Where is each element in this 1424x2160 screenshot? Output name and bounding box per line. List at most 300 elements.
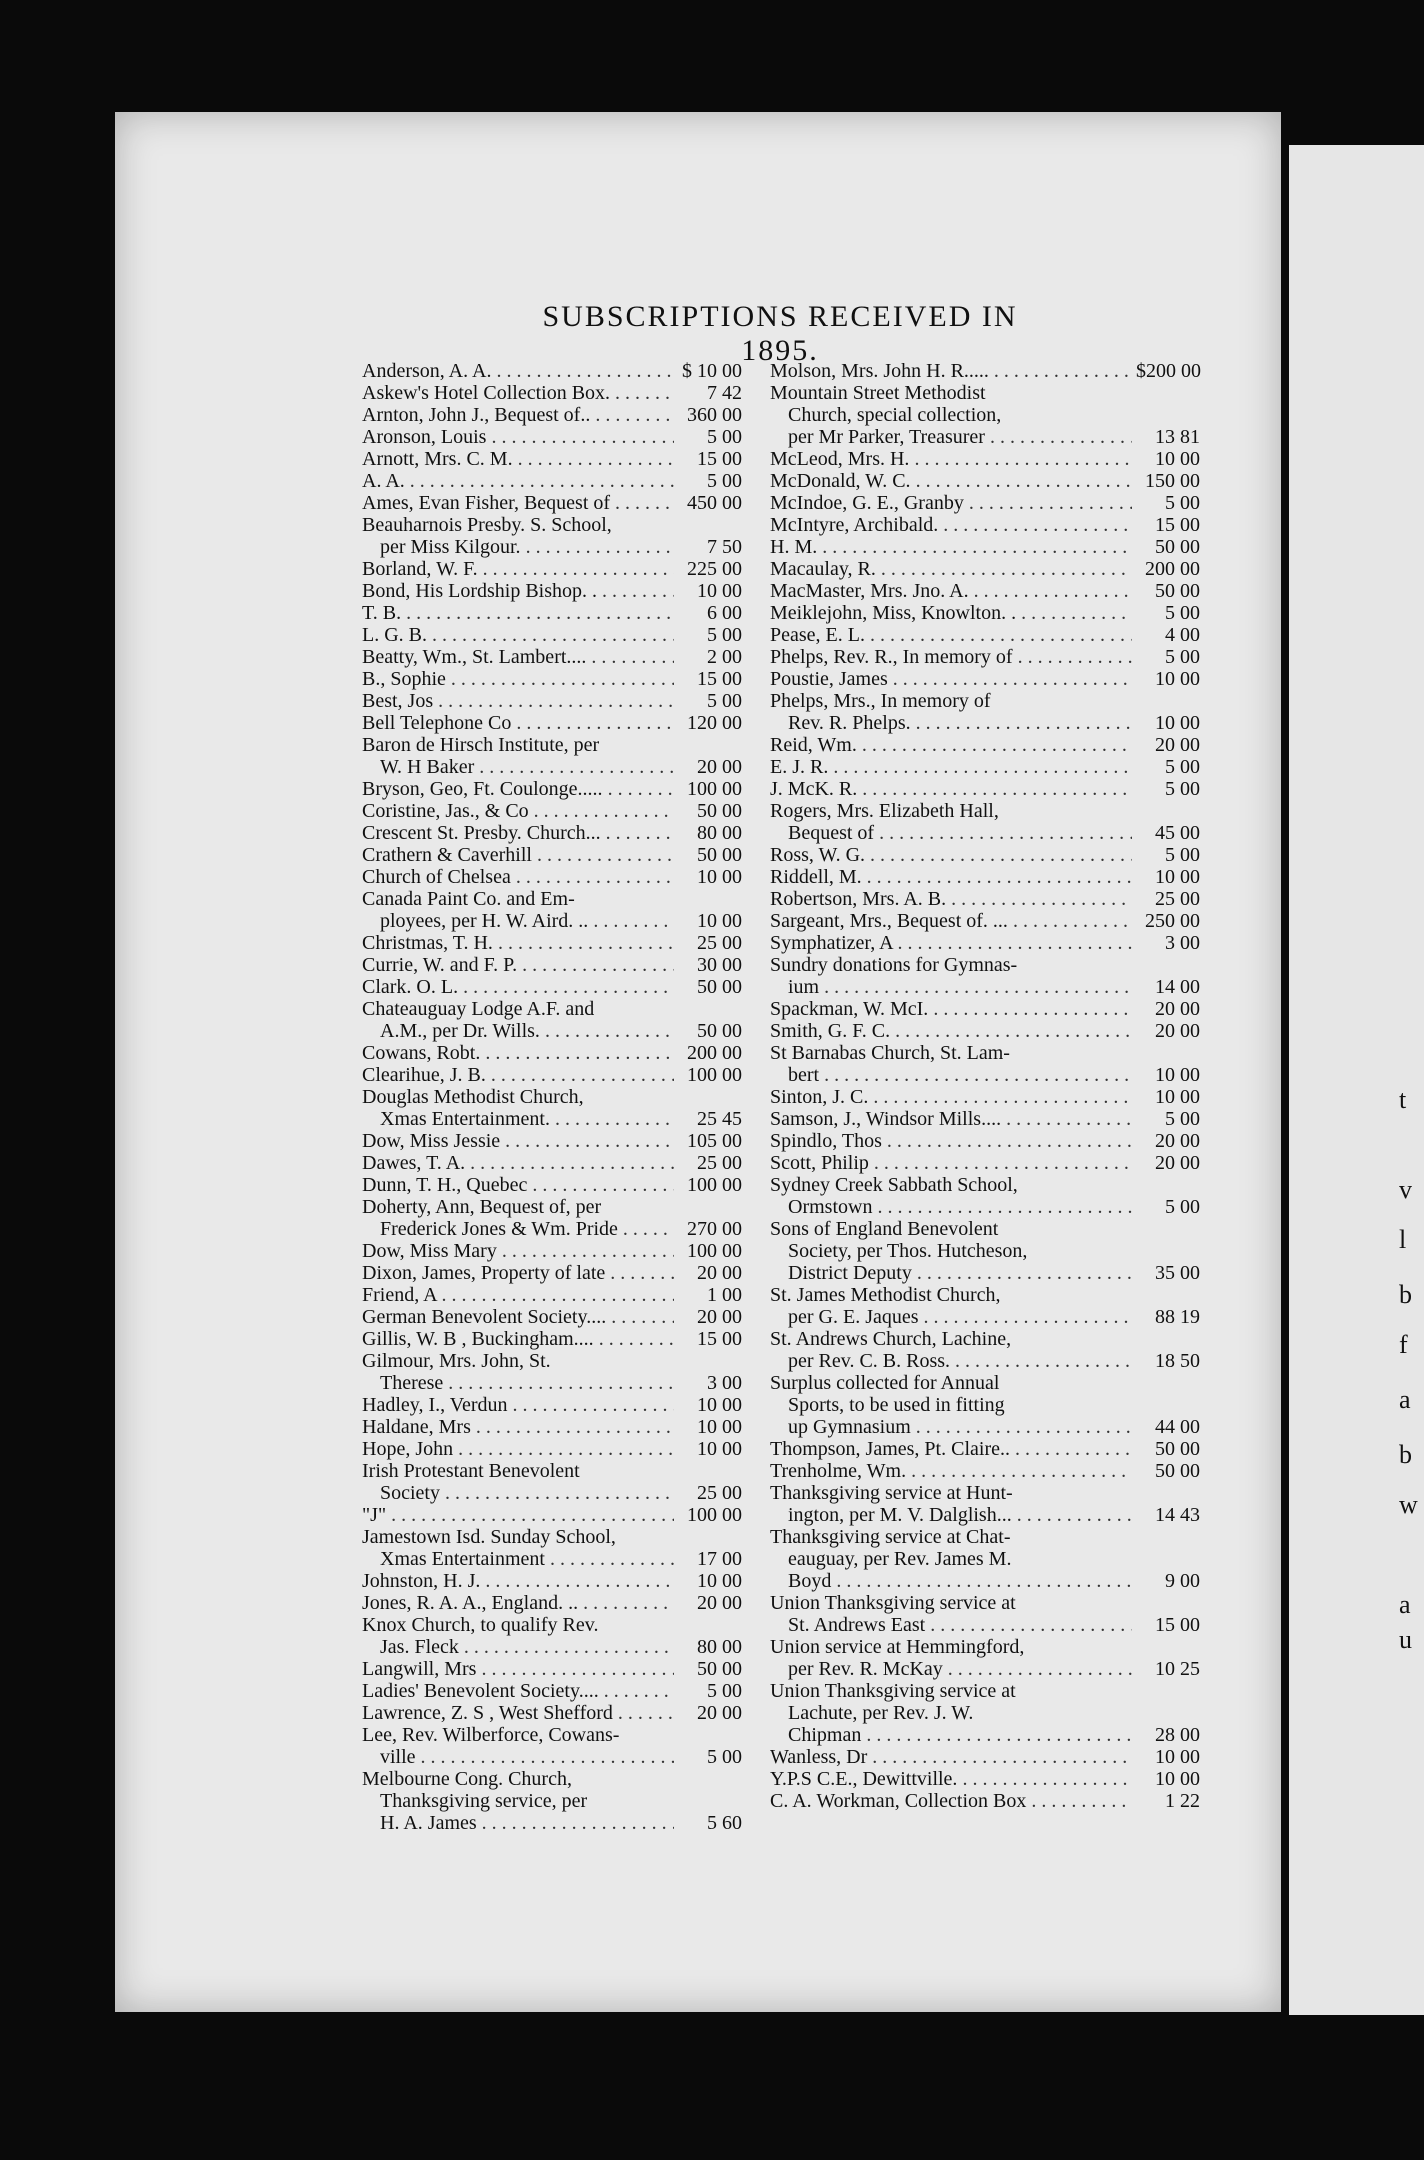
subscription-amount: 50 00 [697,844,742,866]
subscription-amount: $ 10 00 [682,360,742,382]
subscriber-name: J. McK. R. . . . [770,778,1132,800]
subscriber-name: Gillis, W. B , Buckingham.... . . . [362,1328,674,1350]
subscription-entry [362,954,742,976]
subscriber-name: Therese . . . [362,1372,674,1394]
subscription-entry [362,1372,742,1394]
subscriber-name: Langwill, Mrs . . . [362,1658,674,1680]
subscription-entry [770,360,1200,382]
subscription-amount: 250 00 [1145,910,1200,932]
subscription-entry [770,1724,1200,1746]
subscription-amount: 10 00 [1155,448,1200,470]
subscription-amount: 20 00 [1155,734,1200,756]
subscription-entry [770,910,1200,932]
subscriber-name: Currie, W. and F. P. . . . [362,954,674,976]
subscriber-name: Ross, W. G. . . . [770,844,1132,866]
subscription-amount: 15 00 [697,1328,742,1350]
subscription-entry [770,1130,1200,1152]
subscription-amount: 20 00 [1155,1020,1200,1042]
subscriber-name: Clearihue, J. B. . . . [362,1064,674,1086]
facing-page-text-fragment: b [1399,1280,1412,1309]
facing-page-text-fragment: f [1399,1330,1408,1359]
subscription-entry [770,492,1200,514]
subscription-amount: 15 00 [697,448,742,470]
subscriber-name: Hadley, I., Verdun . . . [362,1394,674,1416]
subscriber-name: Samson, J., Windsor Mills.... . . . [770,1108,1132,1130]
subscriber-name: ville . . . [362,1746,674,1768]
subscription-entry [770,624,1200,646]
subscription-entry [362,382,742,404]
subscription-entry-text: Union service at Hemmingford, [770,1636,1025,1658]
subscription-entry [362,558,742,580]
subscription-entry [770,1570,1200,1592]
subscriber-name: Ladies' Benevolent Society.... . . . [362,1680,674,1702]
subscription-amount: 20 00 [1155,1130,1200,1152]
subscriber-name: per Rev. R. McKay . . . [770,1658,1132,1680]
subscription-amount: 20 00 [1155,998,1200,1020]
subscription-entry [770,536,1200,558]
subscription-amount: 5 00 [1165,602,1200,624]
subscriber-name: Dixon, James, Property of late . . . [362,1262,674,1284]
subscription-entry [362,1658,742,1680]
subscription-entry [362,1130,742,1152]
subscriber-name: A. A. . . . [362,470,674,492]
subscription-entry [362,448,742,470]
subscriber-name: Ames, Evan Fisher, Bequest of . . . [362,492,674,514]
subscription-entry [362,1548,742,1570]
subscriber-name: Spackman, W. McI. . . . [770,998,1132,1020]
subscription-entry [770,668,1200,690]
subscription-entry-text: Knox Church, to qualify Rev. [362,1614,599,1636]
subscriber-name: Coristine, Jas., & Co . . . [362,800,674,822]
subscription-amount: 50 00 [697,1658,742,1680]
subscription-entry [362,1746,742,1768]
subscriber-name: L. G. B. . . . [362,624,674,646]
subscriber-name: ington, per M. V. Dalglish... . . . [770,1504,1132,1526]
subscription-entry [362,1020,742,1042]
subscriber-name: Friend, A . . . [362,1284,674,1306]
subscription-entry-text: Thanksgiving service, per [380,1790,588,1812]
subscription-entry [770,1086,1200,1108]
subscription-entry [362,492,742,514]
subscription-amount: 50 00 [1155,580,1200,602]
subscription-amount: 50 00 [697,800,742,822]
subscription-entry [362,1636,742,1658]
subscriber-name: Bell Telephone Co . . . [362,712,674,734]
subscriber-name: W. H Baker . . . [362,756,674,778]
facing-page-text-fragment: t [1399,1085,1407,1114]
subscription-amount: 105 00 [687,1130,742,1152]
subscriber-name: Christmas, T. H. . . . [362,932,674,954]
subscription-entry-text: Sons of England Benevolent [770,1218,999,1240]
subscription-amount: 14 00 [1155,976,1200,998]
subscription-entry-text: Union Thanksgiving service at [770,1592,1016,1614]
subscription-entry [362,1284,742,1306]
subscription-entry [770,602,1200,624]
subscription-amount: 25 45 [697,1108,742,1130]
subscription-amount: 100 00 [687,1064,742,1086]
subscription-entry [362,1262,742,1284]
subscription-entry [362,1064,742,1086]
subscriber-name: Sargeant, Mrs., Bequest of. ... . . . [770,910,1132,932]
subscription-amount: 1 22 [1165,1790,1200,1812]
subscription-amount: 10 00 [1155,1746,1200,1768]
subscription-amount: $200 00 [1136,360,1201,382]
subscription-entry [362,1108,742,1130]
subscription-amount: 20 00 [697,1702,742,1724]
subscription-entry-text: Surplus collected for Annual [770,1372,1000,1394]
subscription-entry-text: Thanksgiving service at Hunt- [770,1482,1013,1504]
subscription-entry-text: Douglas Methodist Church, [362,1086,584,1108]
subscription-entry-text: eauguay, per Rev. James M. [788,1548,1012,1570]
subscriber-name: H. M. . . . [770,536,1132,558]
subscription-entry [770,1108,1200,1130]
facing-page-text-fragment: u [1399,1625,1412,1654]
subscription-amount: 10 00 [697,1570,742,1592]
subscription-entry [362,844,742,866]
subscription-amount: 5 00 [707,470,742,492]
subscription-amount: 17 00 [697,1548,742,1570]
subscription-amount: 18 50 [1155,1350,1200,1372]
subscription-entry [770,1262,1200,1284]
subscription-entry [362,1570,742,1592]
subscriber-name: Smith, G. F. C. . . . [770,1020,1132,1042]
subscription-entry [770,1152,1200,1174]
subscription-entry [770,712,1200,734]
subscription-entry [362,426,742,448]
subscription-entry-text: Chateauguay Lodge A.F. and [362,998,595,1020]
subscription-entry-text: Church, special collection, [788,404,1002,426]
subscription-amount: 5 00 [1165,1196,1200,1218]
subscription-amount: 50 00 [1155,536,1200,558]
subscriber-name: Boyd . . . [770,1570,1132,1592]
subscription-entry [362,1812,742,1834]
subscription-entry [362,536,742,558]
subscriber-name: per G. E. Jaques . . . [770,1306,1132,1328]
subscription-amount: 100 00 [687,1240,742,1262]
subscription-entry [770,932,1200,954]
subscriber-name: Ormstown . . . [770,1196,1132,1218]
subscriber-name: E. J. R. . . . [770,756,1132,778]
subscription-entry [770,448,1200,470]
subscription-amount: 25 00 [697,932,742,954]
subscription-entry-text: Gilmour, Mrs. John, St. [362,1350,551,1372]
subscription-entry-text: Jamestown Isd. Sunday School, [362,1526,616,1548]
subscription-entry [362,1702,742,1724]
subscription-amount: 10 00 [697,580,742,602]
subscriber-name: Johnston, H. J. . . . [362,1570,674,1592]
subscription-amount: 5 00 [707,1680,742,1702]
subscription-amount: 20 00 [697,1262,742,1284]
subscription-entry [362,646,742,668]
subscriber-name: Borland, W. F. . . . [362,558,674,580]
subscription-entry [770,888,1200,910]
subscription-entry [362,1680,742,1702]
subscriber-name: Thompson, James, Pt. Claire.. . . . [770,1438,1132,1460]
subscription-entry [770,1790,1200,1812]
subscription-entry [362,1174,742,1196]
subscription-amount: 4 00 [1165,624,1200,646]
subscription-entry [770,1658,1200,1680]
subscriber-name: Dunn, T. H., Quebec . . . [362,1174,674,1196]
subscription-amount: 10 00 [697,1416,742,1438]
subscription-amount: 100 00 [687,1174,742,1196]
subscriber-name: McDonald, W. C. . . . [770,470,1132,492]
subscription-entry-text: Phelps, Mrs., In memory of [770,690,991,712]
subscriber-name: St. Andrews East . . . [770,1614,1132,1636]
subscription-amount: 5 00 [1165,778,1200,800]
subscription-entry-text: Mountain Street Methodist [770,382,986,404]
subscription-entry [770,734,1200,756]
subscription-entry [770,844,1200,866]
subscription-amount: 15 00 [697,668,742,690]
subscription-amount: 10 00 [697,1394,742,1416]
subscription-entry [770,514,1200,536]
subscription-amount: 50 00 [1155,1438,1200,1460]
subscriber-name: Crathern & Caverhill . . . [362,844,674,866]
subscriber-name: Phelps, Rev. R., In memory of . . . [770,646,1132,668]
subscription-entry-text: Irish Protestant Benevolent [362,1460,580,1482]
subscription-amount: 3 00 [1165,932,1200,954]
subscription-entry [362,1328,742,1350]
subscriber-name: Dow, Miss Jessie . . . [362,1130,674,1152]
subscriber-name: Symphatizer, A . . . [770,932,1132,954]
subscription-amount: 25 00 [697,1152,742,1174]
subscription-amount: 88 19 [1155,1306,1200,1328]
subscriber-name: Macaulay, R. . . . [770,558,1132,580]
subscription-entry-text: St. James Methodist Church, [770,1284,1001,1306]
subscription-entry [362,1504,742,1526]
subscriber-name: McLeod, Mrs. H. . . . [770,448,1132,470]
page-title: SUBSCRIPTIONS RECEIVED IN 1895. [542,300,1018,367]
subscriber-name: District Deputy . . . [770,1262,1132,1284]
subscriber-name: Robertson, Mrs. A. B. . . . [770,888,1132,910]
subscription-amount: 5 00 [1165,844,1200,866]
subscription-entry [770,1416,1200,1438]
subscription-amount: 7 42 [707,382,742,404]
facing-page-text-fragment: a [1399,1385,1411,1414]
subscription-entry-text: Sundry donations for Gymnas- [770,954,1018,976]
subscription-entry-text: St. Andrews Church, Lachine, [770,1328,1012,1350]
subscriber-name: Y.P.S C.E., Dewittville. . . . [770,1768,1132,1790]
facing-page-text-fragment: b [1399,1440,1412,1469]
subscription-amount: 45 00 [1155,822,1200,844]
subscriber-name: Haldane, Mrs . . . [362,1416,674,1438]
subscriber-name: Riddell, M. . . . [770,866,1132,888]
subscription-amount: 28 00 [1155,1724,1200,1746]
subscription-amount: 100 00 [687,1504,742,1526]
subscription-entry [770,558,1200,580]
subscription-amount: 14 43 [1155,1504,1200,1526]
subscriber-name: Pease, E. L. . . . [770,624,1132,646]
facing-page-text-fragment: a [1399,1590,1411,1619]
subscription-amount: 270 00 [687,1218,742,1240]
subscription-amount: 200 00 [1145,558,1200,580]
subscription-amount: 20 00 [697,1592,742,1614]
subscriber-name: Meiklejohn, Miss, Knowlton. . . . . [770,602,1132,624]
subscription-entry [362,822,742,844]
subscription-entry [362,976,742,998]
subscription-entry [770,1064,1200,1086]
subscriber-name: Spindlo, Thos . . . [770,1130,1132,1152]
subscription-amount: 15 00 [1155,1614,1200,1636]
subscription-entry-text: Sports, to be used in fitting [788,1394,1005,1416]
subscription-amount: 5 00 [1165,492,1200,514]
subscriber-name: Frederick Jones & Wm. Pride . . . [362,1218,674,1240]
subscriber-name: Bryson, Geo, Ft. Coulonge..... . . . [362,778,674,800]
subscription-amount: 2 00 [707,646,742,668]
subscriber-name: Hope, John . . . [362,1438,674,1460]
subscription-amount: 150 00 [1145,470,1200,492]
subscriber-name: "J" . . . [362,1504,674,1526]
subscription-amount: 5 00 [707,1746,742,1768]
subscriber-name: Beatty, Wm., St. Lambert.... . . . [362,646,674,668]
subscription-entry [362,1306,742,1328]
subscription-amount: 10 00 [1155,1086,1200,1108]
subscription-amount: 10 00 [1155,668,1200,690]
subscription-entry [362,668,742,690]
subscriber-name: Society . . . [362,1482,674,1504]
subscription-entry [770,998,1200,1020]
subscriber-name: B., Sophie . . . [362,668,674,690]
subscription-entry [770,1306,1200,1328]
facing-page-text-fragment: l [1399,1225,1407,1254]
subscription-amount: 200 00 [687,1042,742,1064]
subscription-entry-text: Lachute, per Rev. J. W. [788,1702,974,1724]
subscription-entry [770,1504,1200,1526]
subscription-entry [770,1460,1200,1482]
subscriber-name: per Miss Kilgour. . . . [362,536,674,558]
subscription-entry [362,1592,742,1614]
subscription-amount: 10 25 [1155,1658,1200,1680]
subscription-amount: 360 00 [687,404,742,426]
subscriber-name: Dawes, T. A. . . . [362,1152,674,1174]
facing-page-edge [1289,145,1424,2015]
subscriber-name: C. A. Workman, Collection Box . . . [770,1790,1132,1812]
subscription-amount: 5 60 [707,1812,742,1834]
subscriber-name: Dow, Miss Mary . . . [362,1240,674,1262]
subscriber-name: per Rev. C. B. Ross. . . . [770,1350,1132,1372]
subscriber-name: Clark. O. L. . . . [362,976,674,998]
subscription-entry [770,580,1200,602]
subscription-entry-text: St Barnabas Church, St. Lam- [770,1042,1010,1064]
subscription-entry [770,646,1200,668]
subscription-entry [362,1394,742,1416]
subscription-entry [362,712,742,734]
subscription-amount: 5 00 [707,426,742,448]
subscription-amount: 30 00 [697,954,742,976]
subscription-amount: 5 00 [707,624,742,646]
subscription-amount: 450 00 [687,492,742,514]
subscription-amount: 7 50 [707,536,742,558]
subscriber-name: Rev. R. Phelps. . . . [770,712,1132,734]
subscription-entry [362,1416,742,1438]
subscription-entry [770,976,1200,998]
subscription-entry [362,624,742,646]
subscription-entry [362,1218,742,1240]
subscriber-name: McIntyre, Archibald. . . . [770,514,1132,536]
subscription-amount: 5 00 [1165,1108,1200,1130]
subscription-entry [770,1746,1200,1768]
subscriber-name: H. A. James . . . [362,1812,674,1834]
subscription-amount: 10 00 [1155,1064,1200,1086]
subscription-entry [770,778,1200,800]
subscription-entry [770,1614,1200,1636]
subscription-entry [362,360,742,382]
subscription-amount: 100 00 [687,778,742,800]
subscriber-name: Xmas Entertainment . . . [362,1548,674,1570]
subscription-entry [362,470,742,492]
subscriber-name: Wanless, Dr . . . [770,1746,1132,1768]
subscription-entry [362,580,742,602]
subscriber-name: Reid, Wm. . . . [770,734,1132,756]
subscription-amount: 10 00 [1155,1768,1200,1790]
subscriber-name: Aronson, Louis . . . [362,426,674,448]
subscription-entry [770,1768,1200,1790]
subscriber-name: Jones, R. A. A., England. .. . . . [362,1592,674,1614]
subscriber-name: MacMaster, Mrs. Jno. A. . . . [770,580,1132,602]
subscription-amount: 10 00 [697,1438,742,1460]
subscriber-name: bert . . . [770,1064,1132,1086]
subscription-amount: 10 00 [697,866,742,888]
subscription-amount: 25 00 [1155,888,1200,910]
subscription-entry-text: Union Thanksgiving service at [770,1680,1016,1702]
subscriber-name: Askew's Hotel Collection Box. . . . [362,382,674,404]
subscription-entry-text: Lee, Rev. Wilberforce, Cowans- [362,1724,620,1746]
subscription-entry [362,910,742,932]
subscription-amount: 15 00 [1155,514,1200,536]
subscriber-name: Scott, Philip . . . [770,1152,1132,1174]
subscriber-name: Molson, Mrs. John H. R..... . . . [770,360,1132,382]
subscription-entry [362,404,742,426]
subscriber-name: Best, Jos . . . [362,690,674,712]
subscriber-name: Anderson, A. A. . . . [362,360,674,382]
subscription-amount: 13 81 [1155,426,1200,448]
subscription-entry-text: Society, per Thos. Hutcheson, [788,1240,1028,1262]
subscription-amount: 50 00 [1155,1460,1200,1482]
subscription-amount: 9 00 [1165,1570,1200,1592]
subscriber-name: Bond, His Lordship Bishop. . . . . [362,580,674,602]
subscription-entry [362,1152,742,1174]
subscription-amount: 20 00 [1155,1152,1200,1174]
subscription-amount: 50 00 [697,976,742,998]
subscription-amount: 120 00 [687,712,742,734]
subscription-amount: 50 00 [697,1020,742,1042]
subscriber-name: T. B. . . . [362,602,674,624]
subscription-amount: 44 00 [1155,1416,1200,1438]
subscription-entry [362,1042,742,1064]
subscriber-name: ployees, per H. W. Aird. .. . . . [362,910,674,932]
subscription-entry [770,866,1200,888]
subscription-entry-text: Beauharnois Presby. S. School, [362,514,612,536]
subscription-entry [362,932,742,954]
subscription-entry [362,756,742,778]
subscription-entry [362,1438,742,1460]
subscriber-name: Lawrence, Z. S , West Shefford . . . [362,1702,674,1724]
subscription-amount: 225 00 [687,558,742,580]
subscriber-name: Crescent St. Presby. Church... . . . [362,822,674,844]
subscription-entry [770,1350,1200,1372]
subscription-entry [770,426,1200,448]
subscription-amount: 80 00 [697,822,742,844]
subscriber-name: Poustie, James . . . [770,668,1132,690]
subscription-amount: 5 00 [1165,756,1200,778]
subscriber-name: Trenholme, Wm. . . . [770,1460,1132,1482]
subscription-entry [362,690,742,712]
subscriber-name: Sinton, J. C. . . . [770,1086,1132,1108]
subscription-amount: 5 00 [707,690,742,712]
subscription-entry [362,1482,742,1504]
subscription-amount: 20 00 [697,756,742,778]
